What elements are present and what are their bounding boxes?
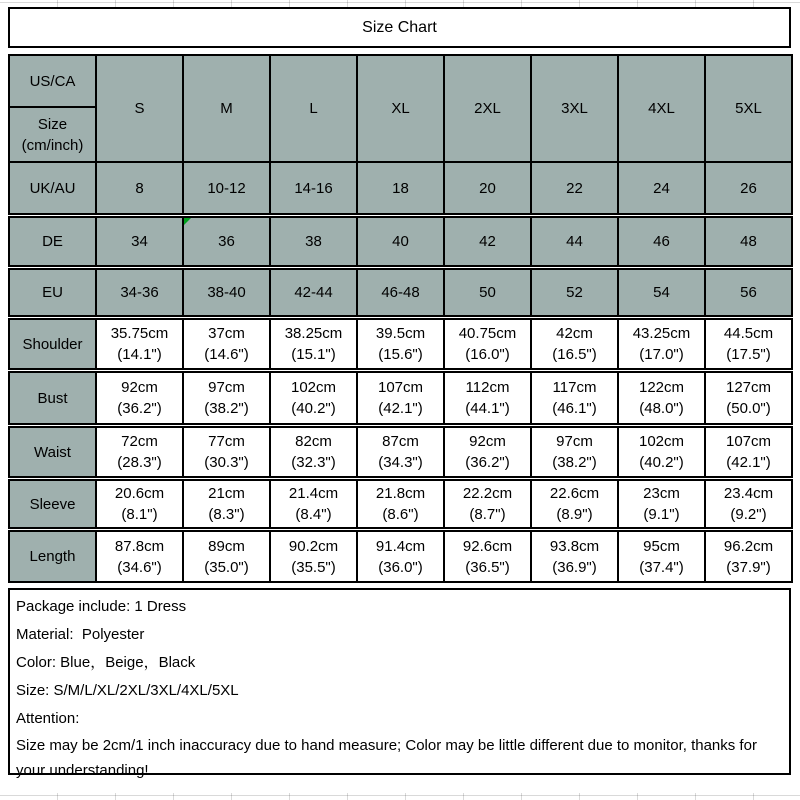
cell-line: (34.6") xyxy=(117,558,162,576)
cell-line: (36.5") xyxy=(465,558,510,576)
cell-line: 96.2cm xyxy=(723,537,774,555)
cell xyxy=(183,480,270,528)
cell-line: 87cm xyxy=(382,433,419,450)
cell xyxy=(357,427,444,477)
cell-line: (16.5") xyxy=(552,346,597,363)
cell-line: (17.0") xyxy=(639,346,684,363)
cell-line: 107cm xyxy=(377,379,424,396)
cell: 46-48 xyxy=(357,269,444,316)
corner-label-line: (cm/inch) xyxy=(21,136,84,154)
cell-line: 38.25cm xyxy=(284,325,343,342)
cell-line: 112cm xyxy=(465,379,510,396)
cell: 24 xyxy=(618,162,705,214)
cell-line: (36.9") xyxy=(552,558,597,576)
cell-line: (8.1") xyxy=(121,506,158,523)
cell xyxy=(270,319,357,369)
cell xyxy=(357,531,444,582)
cell-line: 97cm xyxy=(208,379,245,396)
size-column-header-2xl: 2XL xyxy=(444,55,531,162)
cell-line: 95cm xyxy=(643,537,680,555)
cell-line: (35.5") xyxy=(291,558,336,576)
cell xyxy=(96,531,183,582)
cell-line: 72cm xyxy=(121,433,158,450)
row-label: Sleeve xyxy=(9,480,96,528)
size-column-header-5xl: 5XL xyxy=(705,55,792,162)
cell: 52 xyxy=(531,269,618,316)
cell: 54 xyxy=(618,269,705,316)
corner-label-size-unit xyxy=(9,107,96,162)
cell-line: (46.1") xyxy=(552,400,597,417)
cell xyxy=(357,319,444,369)
cell: 34-36 xyxy=(96,269,183,316)
cell-line: (35.0") xyxy=(204,558,249,576)
note-material: Material: Polyester xyxy=(16,626,145,643)
cell: 20 xyxy=(444,162,531,214)
cell: 46 xyxy=(618,217,705,266)
note-size: Size: S/M/L/XL/2XL/3XL/4XL/5XL xyxy=(16,682,239,699)
note-color: Color: Blue，Beige，Black xyxy=(16,654,196,671)
cell-line: 89cm xyxy=(208,537,245,555)
cell xyxy=(183,372,270,424)
row-label: UK/AU xyxy=(9,162,96,214)
cell-line: 90.2cm xyxy=(288,537,339,555)
cell: 42-44 xyxy=(270,269,357,316)
cell-line: 77cm xyxy=(208,433,245,450)
size-chart-content xyxy=(8,7,791,779)
cell-line: (9.1") xyxy=(643,506,680,523)
cell-line: 23.4cm xyxy=(723,485,774,502)
cell-line: (36.0") xyxy=(378,558,423,576)
table-row-eu xyxy=(9,269,792,316)
cell-line: 93.8cm xyxy=(549,537,600,555)
size-column-header-m: M xyxy=(183,55,270,162)
product-notes xyxy=(8,588,791,779)
cell xyxy=(183,319,270,369)
row-label: DE xyxy=(9,217,96,266)
cell xyxy=(705,480,792,528)
cell-line: (38.2") xyxy=(552,454,597,471)
cell: 44 xyxy=(531,217,618,266)
cell: 40 xyxy=(357,217,444,266)
row-label: Waist xyxy=(9,427,96,477)
chart-title: Size Chart xyxy=(362,18,437,36)
cell-line: 43.25cm xyxy=(632,325,691,342)
cell-line: 102cm xyxy=(290,379,337,396)
cell xyxy=(270,531,357,582)
cell xyxy=(270,372,357,424)
cell-line: (36.2") xyxy=(117,400,162,417)
table-row-waist xyxy=(9,427,792,477)
cell-line: (38.2") xyxy=(204,400,249,417)
cell-line: 127cm xyxy=(725,379,772,396)
size-column-header-3xl: 3XL xyxy=(531,55,618,162)
size-column-header-l: L xyxy=(270,55,357,162)
cell xyxy=(96,480,183,528)
cell xyxy=(96,427,183,477)
cell xyxy=(618,480,705,528)
table-row-length xyxy=(9,531,792,582)
cell-line: 122cm xyxy=(638,379,685,396)
row-label: Bust xyxy=(9,372,96,424)
cell-line: (15.6") xyxy=(378,346,423,363)
cell-line: 37cm xyxy=(208,325,245,342)
cell-line: 44.5cm xyxy=(723,325,774,342)
cell xyxy=(183,531,270,582)
table-row-de xyxy=(9,217,792,266)
cell xyxy=(96,372,183,424)
size-column-header-xl: XL xyxy=(357,55,444,162)
cell: 42 xyxy=(444,217,531,266)
cell-line: (8.6") xyxy=(382,506,419,523)
cell xyxy=(270,480,357,528)
cell-line: 97cm xyxy=(556,433,593,450)
cell: 8 xyxy=(96,162,183,214)
cell-line: (17.5") xyxy=(726,346,771,363)
cell: 18 xyxy=(357,162,444,214)
cell xyxy=(705,427,792,477)
cell-line: (30.3") xyxy=(204,454,249,471)
cell-line: (14.6") xyxy=(204,346,249,363)
cell-line: 82cm xyxy=(295,433,332,450)
cell: 22 xyxy=(531,162,618,214)
cell xyxy=(618,531,705,582)
cell-line: 87.8cm xyxy=(114,537,165,555)
row-label: EU xyxy=(9,269,96,316)
table-row-sleeve xyxy=(9,480,792,528)
cell xyxy=(705,319,792,369)
corner-label-usca: US/CA xyxy=(9,55,96,107)
cell-line: 102cm xyxy=(638,433,685,450)
size-column-header-s: S xyxy=(96,55,183,162)
cell-line: (48.0") xyxy=(639,400,684,417)
cell: 26 xyxy=(705,162,792,214)
corner-label-line: Size xyxy=(37,115,68,133)
cell-line: (8.9") xyxy=(556,506,593,523)
cell xyxy=(357,372,444,424)
cell xyxy=(531,372,618,424)
cell-line: 40.75cm xyxy=(458,325,517,342)
cell-line: (8.7") xyxy=(469,506,506,523)
table-row-shoulder xyxy=(9,319,792,369)
cell: 10-12 xyxy=(183,162,270,214)
cell-line: 92cm xyxy=(121,379,158,396)
note-package: Package include: 1 Dress xyxy=(16,598,187,615)
cell xyxy=(96,319,183,369)
header-row-top xyxy=(9,55,792,107)
cell-line: (32.3") xyxy=(291,454,336,471)
cell: 48 xyxy=(705,217,792,266)
cell xyxy=(705,531,792,582)
cell-line: (8.4") xyxy=(295,506,332,523)
cell xyxy=(183,427,270,477)
cell xyxy=(531,480,618,528)
table-row-bust xyxy=(9,372,792,424)
cell: 56 xyxy=(705,269,792,316)
cell xyxy=(444,531,531,582)
cell: 34 xyxy=(96,217,183,266)
cell-line: 107cm xyxy=(725,433,772,450)
cell-line: 42cm xyxy=(556,325,593,342)
cell-line: 21cm xyxy=(208,485,245,502)
cell-line: (50.0") xyxy=(726,400,771,417)
note-disclaimer: Size may be 2cm/1 inch inaccuracy due to hand measure; Color may be little different due to monitor, thanks for your understanding! xyxy=(16,737,762,779)
cell-line: (14.1") xyxy=(117,346,162,363)
cell-line: 23cm xyxy=(643,485,680,502)
row-label: Shoulder xyxy=(9,319,96,369)
cell xyxy=(531,319,618,369)
spreadsheet-gridlines-bottom xyxy=(0,793,800,800)
cell xyxy=(444,372,531,424)
cell-line: 92cm xyxy=(469,433,506,450)
cell xyxy=(531,531,618,582)
cell xyxy=(618,319,705,369)
table-row-ukau xyxy=(9,162,792,214)
cell-line: (42.1") xyxy=(726,454,771,471)
cell xyxy=(531,427,618,477)
cell-line: 21.4cm xyxy=(288,485,339,502)
cell-line: (34.3") xyxy=(378,454,423,471)
cell xyxy=(618,427,705,477)
cell-line: (44.1") xyxy=(465,400,510,417)
cell-line: (8.3") xyxy=(208,506,245,523)
cell-line: (40.2") xyxy=(291,400,336,417)
cell-line: (28.3") xyxy=(117,454,162,471)
cell-line: (37.4") xyxy=(639,558,684,576)
cell-line: (15.1") xyxy=(291,346,336,363)
cell-line: 20.6cm xyxy=(114,485,165,502)
cell-line: (16.0") xyxy=(465,346,510,363)
size-table xyxy=(8,54,793,583)
cell: 14-16 xyxy=(270,162,357,214)
note-attention: Attention: xyxy=(16,710,80,727)
cell-line: 92.6cm xyxy=(462,537,513,555)
cell-line: 39.5cm xyxy=(375,325,426,342)
cell xyxy=(444,319,531,369)
green-corner-marker-icon xyxy=(184,218,191,225)
cell-line: 35.75cm xyxy=(110,325,169,342)
chart-title-box xyxy=(8,7,791,48)
spreadsheet-gridlines-top xyxy=(0,0,800,7)
cell-line: (9.2") xyxy=(730,506,767,523)
cell xyxy=(270,427,357,477)
cell-line: (36.2") xyxy=(465,454,510,471)
cell-line: (42.1") xyxy=(378,400,423,417)
cell xyxy=(618,372,705,424)
cell xyxy=(705,372,792,424)
cell-line: (37.9") xyxy=(726,558,771,576)
cell xyxy=(444,480,531,528)
cell-line: 117cm xyxy=(552,379,597,396)
cell xyxy=(357,480,444,528)
cell xyxy=(444,427,531,477)
cell: 36 xyxy=(183,217,270,266)
cell-line: 22.2cm xyxy=(462,485,513,502)
cell-line: 91.4cm xyxy=(375,537,426,555)
cell: 38 xyxy=(270,217,357,266)
cell: 50 xyxy=(444,269,531,316)
cell-line: (40.2") xyxy=(639,454,684,471)
row-label: Length xyxy=(9,531,96,582)
size-column-header-4xl: 4XL xyxy=(618,55,705,162)
cell-line: 22.6cm xyxy=(549,485,600,502)
cell-line: 21.8cm xyxy=(375,485,426,502)
cell: 38-40 xyxy=(183,269,270,316)
